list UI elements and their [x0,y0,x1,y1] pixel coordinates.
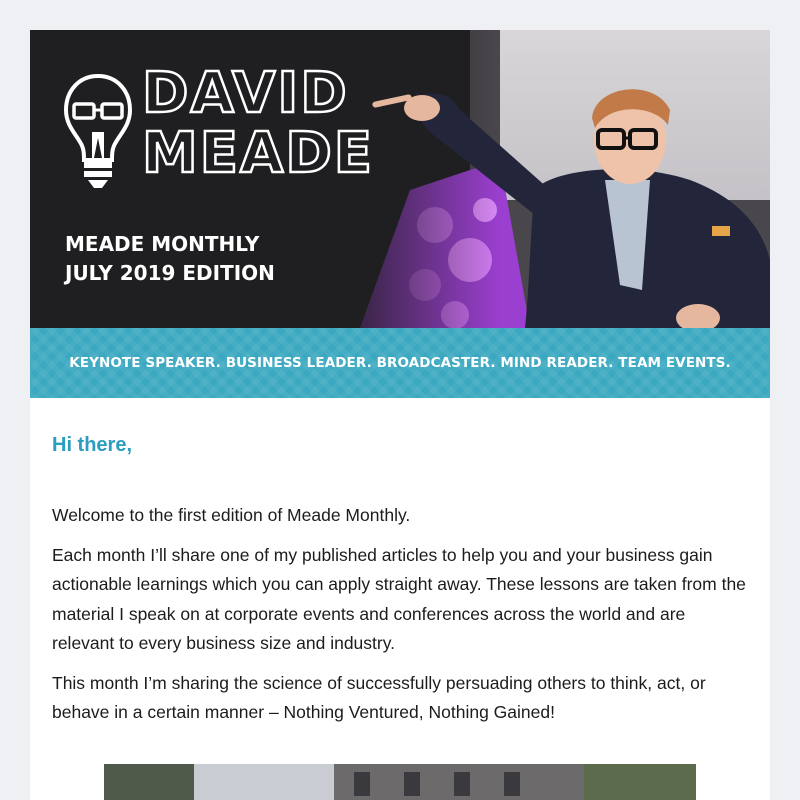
article-teaser-paragraph: This month I’m sharing the science of successfully persuading others to think, act, or behave in a certain manner – Nothing Ventured, Nothing Gained! [52,672,706,722]
lightbulb-glasses-icon [62,72,134,190]
edition-date: JULY 2019 EDITION [65,261,275,285]
logo-line-last: MEADE [142,121,375,186]
tagline-band [30,328,770,398]
tagline-text: KEYNOTE SPEAKER. BUSINESS LEADER. BROADCASTER. MIND READER. TEAM EVENTS. [69,355,731,371]
edition-name: MEADE MONTHLY [65,232,260,256]
email-body [30,398,770,728]
logo-wordmark [142,61,375,186]
description-paragraph: Each month I’ll share one of my published articles to help you and your business gain actionable learnings which you can apply straight away. These lessons are taken from the material I speak on at corporate events and conferences across the world and are relevant to every business size and industry. [52,544,746,653]
greeting: Hi there, [52,434,133,456]
intro-paragraph: Welcome to the first edition of Meade Monthly. [52,505,411,525]
article-image[interactable] [104,764,696,800]
edition-title [65,230,275,288]
logo-line-first: DAVID [142,61,349,126]
header-banner [30,30,770,328]
newsletter-email [30,30,770,800]
